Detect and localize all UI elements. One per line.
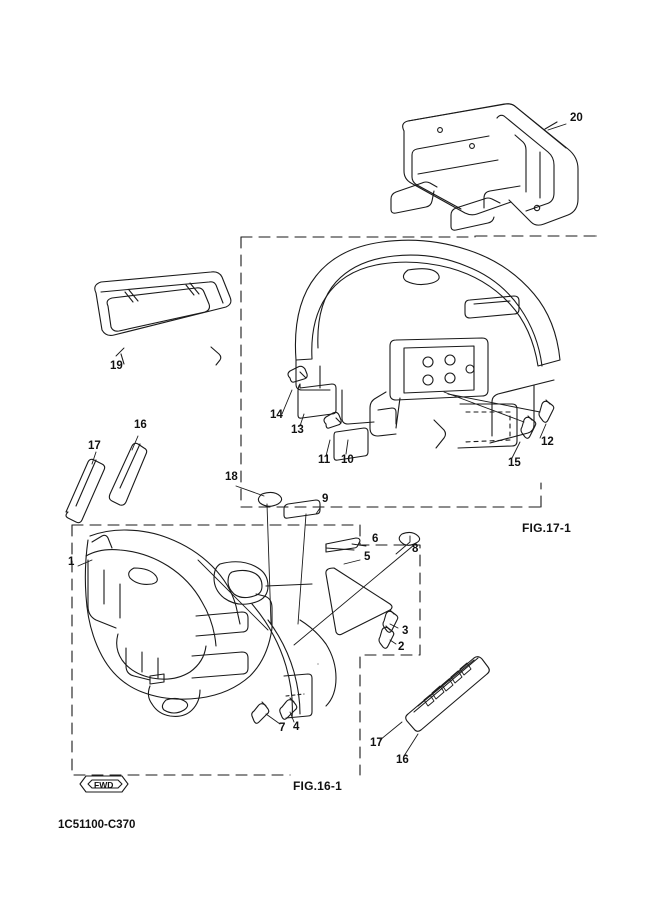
part-19-handle [95,272,231,365]
callout-1: 1 [68,556,75,568]
callout-13: 13 [291,424,304,436]
callout-12: 12 [541,436,554,448]
part-code: 1C51100-C370 [58,819,136,831]
callout-14: 14 [270,409,283,421]
callout-20: 20 [570,112,583,124]
rear-fender-assembly [288,240,560,460]
callout-2: 2 [398,641,405,653]
callout-16-upper: 16 [134,419,147,431]
callout-3: 3 [402,625,409,637]
callout-6: 6 [372,533,379,545]
callout-7: 7 [279,722,286,734]
callout-19: 19 [110,360,123,372]
part-16-17-decal-grizzly [406,657,490,732]
figure-ref-16-1: FIG.16-1 [293,779,342,793]
callout-17-upper: 17 [88,440,101,452]
fwd-label: FWD [94,780,114,790]
callout-5: 5 [364,551,371,563]
callout-11: 11 [318,454,331,466]
callout-8: 8 [412,543,419,555]
callout-18: 18 [225,471,238,483]
callout-15: 15 [508,457,521,469]
front-fender-assembly [85,492,419,723]
callout-4: 4 [293,721,300,733]
callout-17-lower: 17 [370,737,383,749]
figure-ref-17-1: FIG.17-1 [522,521,571,535]
callout-9: 9 [322,493,329,505]
callout-16-lower: 16 [396,754,409,766]
part-20-rear-carrier [391,104,578,230]
part-16-17-decals-left [66,440,147,522]
callout-10: 10 [341,454,354,466]
